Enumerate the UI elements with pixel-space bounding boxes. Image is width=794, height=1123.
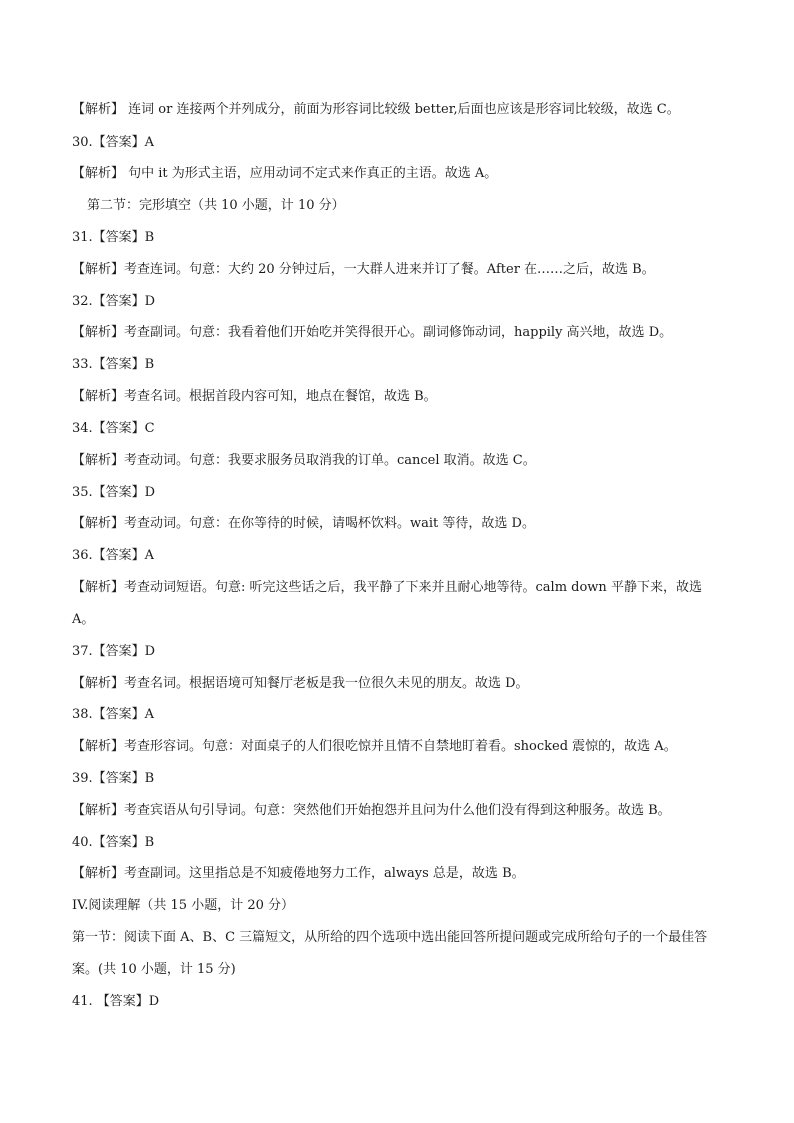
answer-32: 32.【答案】D: [72, 294, 156, 309]
answer-31: 31.【答案】B: [72, 230, 155, 245]
answer-33: 33.【答案】B: [72, 357, 155, 372]
analysis-33: 【解析】考查名词。根据首段内容可知，地点在餐馆，故选 B。: [72, 389, 437, 404]
section-instructions-reading: 第一节：阅读下面 A、B、C 三篇短文，从所给的四个选项中选出能回答所提问题或完成所给句子的一个最佳答案。(共 10 小题，计 15 分): [72, 930, 708, 977]
analysis-37: 【解析】考查名词。根据语境可知餐厅老板是我一位很久未见的朋友。故选 D。: [72, 676, 529, 691]
analysis-38: 【解析】考查形容词。句意：对面桌子的人们很吃惊并且情不自禁地盯着看。shocked 震惊的，故选 A。: [72, 739, 677, 754]
answer-40: 40.【答案】B: [72, 835, 155, 850]
answer-36: 36.【答案】A: [72, 548, 155, 563]
analysis-32: 【解析】考查副词。句意：我看着他们开始吃并笑得很开心。副词修饰动词，happily 高兴地，故选 D。: [72, 325, 673, 340]
analysis-39: 【解析】考查宾语从句引导词。句意：突然他们开始抱怨并且问为什么他们没有得到这种服务。故选 B。: [72, 803, 671, 818]
analysis-40: 【解析】考查副词。这里指总是不知疲倦地努力工作，always 总是，故选 B。: [72, 866, 525, 881]
answer-38: 38.【答案】A: [72, 707, 155, 722]
answer-34: 34.【答案】C: [72, 421, 155, 436]
answer-41: 41. 【答案】D: [72, 994, 160, 1009]
analysis-36: 【解析】考查动词短语。句意: 听完这些话之后，我平静了下来并且耐心地等待。calm down 平静下来，故选 A。: [72, 580, 702, 627]
answer-30: 30.【答案】A: [72, 135, 155, 150]
section-heading-reading: IV.阅读理解（共 15 小题，计 20 分）: [72, 898, 294, 913]
analysis-31: 【解析】考查连词。句意：大约 20 分钟过后，一大群人进来并订了餐。After 在……之后，故选 B。: [72, 262, 655, 277]
analysis-34: 【解析】考查动词。句意：我要求服务员取消我的订单。cancel 取消。故选 C。: [72, 453, 536, 468]
answer-37: 37.【答案】D: [72, 644, 156, 659]
analysis-35: 【解析】考查动词。句意：在你等待的时候，请喝杯饮料。wait 等待，故选 D。: [72, 516, 535, 531]
answer-39: 39.【答案】B: [72, 771, 155, 786]
section-heading-cloze: 第二节：完形填空（共 10 小题，计 10 分）: [87, 198, 345, 213]
analysis-30: 【解析】 句中 it 为形式主语，应用动词不定式来作真正的主语。故选 A。: [72, 166, 498, 181]
analysis-29: 【解析】 连词 or 连接两个并列成分，前面为形容词比较级 better,后面也应该是形容词比较级，故选 C。: [72, 102, 680, 117]
answer-35: 35.【答案】D: [72, 485, 156, 500]
